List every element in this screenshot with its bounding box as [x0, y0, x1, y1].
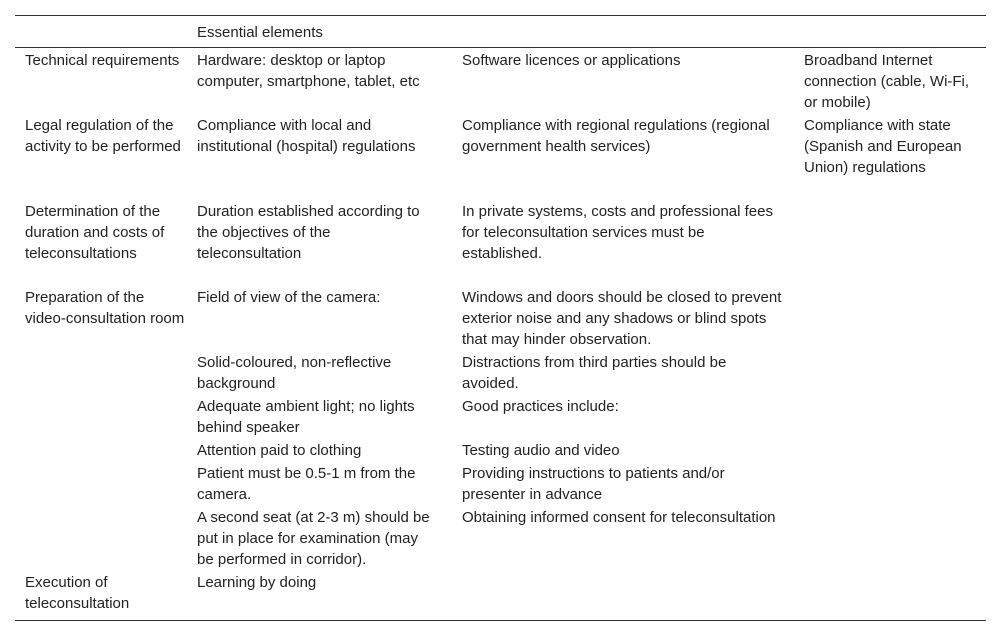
cell-distractions: Distractions from third parties should be avoided. — [462, 354, 727, 392]
row-category-technical: Technical requirements — [25, 52, 180, 69]
row-category-room-preparation: Preparation of the video-consultation room — [25, 289, 185, 327]
cell-camera-field: Field of view of the camera: — [197, 289, 381, 306]
cell-background: Solid-coloured, non-reflective background — [197, 354, 392, 392]
cell-broadband: Broadband Internet connection (cable, Wi-Fi, or mobile) — [804, 52, 970, 111]
row-category-legal: Legal regulation of the activity to be performed — [25, 117, 181, 155]
cell-regional-compliance: Compliance with regional regulations (regional government health services) — [462, 117, 770, 155]
cell-ambient-light: Adequate ambient light; no lights behind speaker — [197, 398, 415, 436]
cell-local-compliance: Compliance with local and institutional (hospital) regulations — [197, 117, 416, 155]
cell-windows-doors: Windows and doors should be closed to prevent exterior noise and any shadows or blind spots that may hinder observation. — [462, 289, 782, 348]
header-essential-elements: Essential elements — [197, 24, 323, 41]
cell-software: Software licences or applications — [462, 52, 681, 69]
cell-patient-distance: Patient must be 0.5-1 m from the camera. — [197, 465, 416, 503]
row-category-execution: Execution of teleconsultation — [25, 574, 130, 612]
cell-costs: In private systems, costs and professional fees for teleconsultation services must be established. — [462, 203, 773, 262]
header-rule — [15, 47, 986, 48]
table-top-rule — [15, 15, 986, 16]
cell-testing-audio-video: Testing audio and video — [462, 442, 620, 459]
cell-good-practices: Good practices include: — [462, 398, 619, 415]
cell-state-compliance: Compliance with state (Spanish and European Union) regulations — [804, 117, 962, 176]
cell-learning-by-doing: Learning by doing — [197, 574, 317, 591]
row-category-duration-costs: Determination of the duration and costs of teleconsultations — [25, 203, 165, 262]
cell-second-seat: A second seat (at 2-3 m) should be put in place for examination (may be performed in corridor). — [197, 509, 430, 568]
cell-hardware: Hardware: desktop or laptop computer, smartphone, tablet, etc — [197, 52, 420, 90]
cell-informed-consent: Obtaining informed consent for teleconsultation — [462, 509, 776, 526]
table-bottom-rule — [15, 620, 986, 621]
cell-instructions: Providing instructions to patients and/or presenter in advance — [462, 465, 725, 503]
cell-clothing: Attention paid to clothing — [197, 442, 362, 459]
cell-duration: Duration established according to the objectives of the teleconsultation — [197, 203, 420, 262]
